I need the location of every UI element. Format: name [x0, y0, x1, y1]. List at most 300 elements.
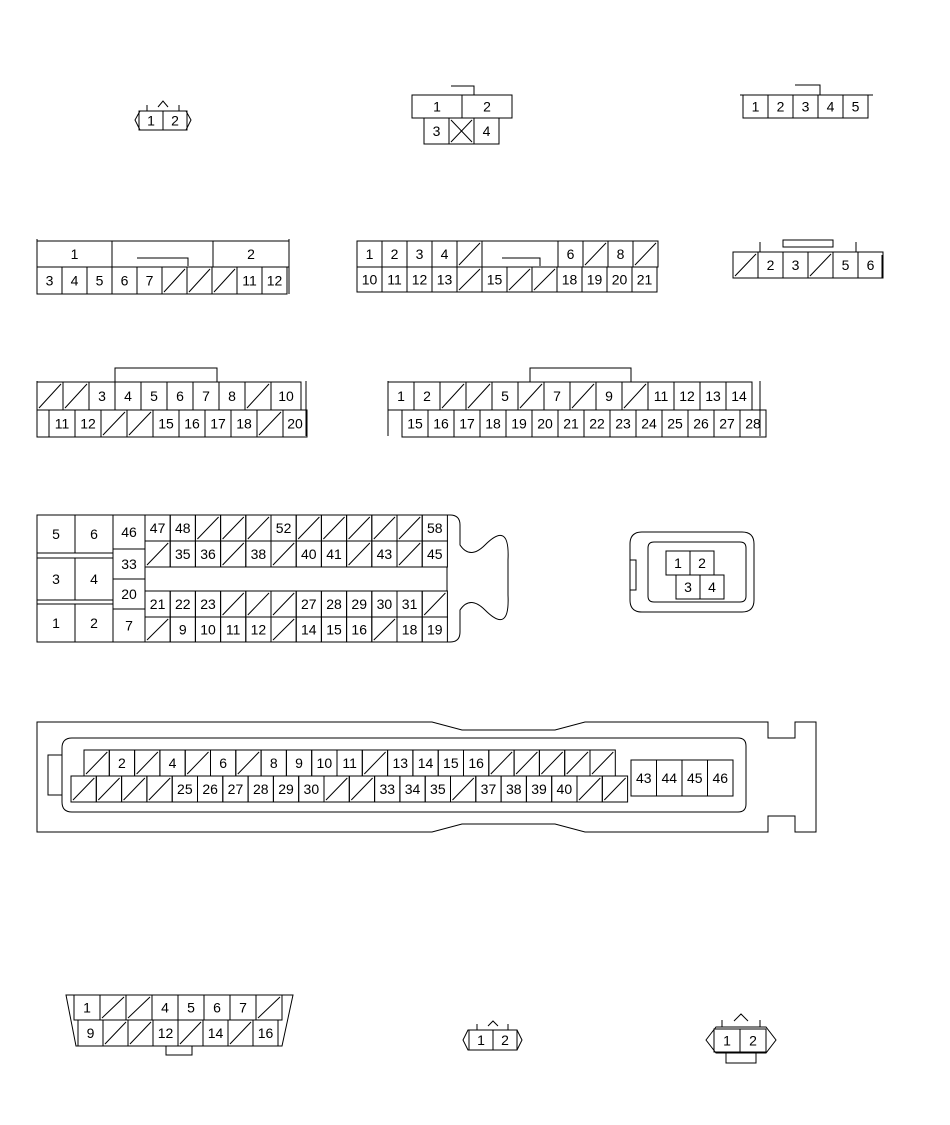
- pin-cell: [347, 591, 372, 617]
- pin-label: 46: [121, 524, 137, 540]
- pin-cell: [205, 410, 231, 437]
- pin-label: 5: [841, 257, 850, 273]
- pin-cell: [112, 241, 213, 267]
- pin-label: 10: [361, 271, 378, 288]
- pin-cell: [286, 750, 311, 776]
- pin-label: 36: [200, 546, 216, 562]
- pin-cell: [248, 776, 273, 802]
- pin-label: 3: [791, 257, 800, 273]
- pin-cell: [482, 241, 558, 267]
- pin-cell: [768, 95, 793, 118]
- pin-label: 10: [278, 388, 294, 404]
- pin-label: 2: [90, 615, 98, 631]
- pin-cell: [153, 410, 179, 437]
- pin-cell: [37, 382, 63, 410]
- pin-label: 16: [468, 755, 484, 771]
- pin-cell: [213, 241, 289, 267]
- pin-cell: [422, 591, 447, 617]
- pin-cell: [375, 776, 400, 802]
- pin-label: 12: [80, 415, 96, 432]
- pin-cell: [337, 750, 362, 776]
- pin-label: 10: [200, 621, 216, 638]
- pin-label: 1: [751, 98, 760, 115]
- pin-label: 8: [269, 755, 278, 771]
- pin-label: 7: [239, 999, 247, 1016]
- pin-label: 6: [866, 257, 875, 273]
- pin-cell: [262, 267, 287, 294]
- pin-cell: [122, 776, 147, 802]
- pin-label: 3: [52, 571, 60, 587]
- pin-label: 4: [826, 98, 835, 115]
- pin-label: 4: [708, 579, 716, 595]
- pin-cell: [172, 776, 197, 802]
- pin-label: 21: [149, 596, 166, 612]
- pin-label: 6: [566, 246, 575, 262]
- pin-cell: [195, 541, 220, 567]
- pin-cell: [153, 1020, 178, 1046]
- pin-cell: [179, 410, 205, 437]
- pin-label: 38: [250, 546, 267, 562]
- pin-label: 4: [90, 571, 98, 587]
- pin-label: 21: [563, 415, 579, 432]
- pin-label: 3: [98, 388, 106, 404]
- pin-cell: [37, 604, 75, 642]
- pin-cell: [372, 515, 397, 541]
- pin-label: 19: [511, 415, 527, 432]
- pin-label: 6: [213, 999, 221, 1016]
- pin-label: 5: [150, 388, 158, 404]
- pin-label: 34: [404, 781, 421, 797]
- pin-cell: [648, 382, 674, 410]
- pin-cell: [145, 591, 170, 617]
- pin-cell: [714, 410, 740, 437]
- pin-label: 38: [505, 781, 522, 797]
- pin-cell: [688, 410, 714, 437]
- pin-cell: [726, 382, 752, 410]
- pin-cell: [544, 382, 570, 410]
- pin-label: 25: [667, 415, 683, 432]
- pin-cell: [432, 241, 457, 267]
- pin-label: 11: [242, 272, 257, 289]
- pin-cell: [195, 617, 220, 642]
- pin-cell: [75, 410, 101, 437]
- pin-cell: [489, 750, 514, 776]
- pin-label: 39: [531, 781, 547, 797]
- pin-cell: [469, 1030, 493, 1050]
- pin-label: 5: [851, 98, 860, 115]
- pin-cell: [818, 95, 843, 118]
- pin-cell: [608, 241, 633, 267]
- pin-cell: [37, 558, 75, 600]
- pin-cell: [349, 776, 374, 802]
- pin-cell: [145, 515, 170, 541]
- pin-cell: [532, 410, 558, 437]
- pin-label: 20: [537, 415, 553, 432]
- pin-label: 35: [175, 546, 191, 562]
- pin-cell: [101, 410, 127, 437]
- pin-cell: [740, 1029, 766, 1052]
- pin-label: 1: [52, 615, 60, 631]
- pin-label: 6: [90, 526, 98, 542]
- pin-cell: [733, 252, 758, 278]
- pin-label: 19: [427, 621, 443, 638]
- pin-label: 11: [54, 415, 70, 432]
- pin-label: 7: [553, 388, 561, 404]
- pin-cell: [372, 617, 397, 642]
- pin-cell: [347, 541, 372, 567]
- pin-cell: [219, 382, 245, 410]
- pin-cell: [195, 515, 220, 541]
- pin-cell: [407, 267, 432, 292]
- pin-label: 14: [417, 755, 434, 771]
- pin-cell: [187, 267, 212, 294]
- pin-cell: [388, 750, 413, 776]
- pin-label: 27: [227, 781, 244, 797]
- pin-cell: [221, 541, 246, 567]
- pin-label: 9: [178, 621, 187, 638]
- pin-cell: [407, 241, 432, 267]
- pin-label: 12: [250, 621, 267, 638]
- pin-cell: [558, 241, 583, 267]
- pin-cell: [633, 241, 658, 267]
- pin-label: 19: [586, 271, 603, 288]
- pin-label: 33: [379, 781, 396, 797]
- pin-label: 15: [443, 755, 459, 771]
- pin-cell: [590, 750, 615, 776]
- pin-cell: [296, 515, 321, 541]
- pin-cell: [84, 750, 109, 776]
- pin-cell: [690, 551, 714, 575]
- pin-label: 15: [407, 415, 423, 432]
- pin-cell: [466, 382, 492, 410]
- pin-label: 28: [252, 781, 269, 797]
- pin-cell: [636, 410, 662, 437]
- pin-cell: [506, 410, 532, 437]
- pin-cell: [152, 995, 178, 1020]
- pin-label: 11: [225, 621, 241, 638]
- pin-cell: [37, 515, 75, 553]
- pin-label: 15: [158, 415, 174, 432]
- pin-cell: [221, 617, 246, 642]
- pin-label: 20: [287, 415, 303, 432]
- pin-cell: [462, 95, 512, 118]
- pin-cell: [682, 760, 708, 796]
- pin-cell: [758, 252, 783, 278]
- pin-label: 3: [45, 272, 54, 289]
- pin-cell: [211, 750, 236, 776]
- pin-cell: [167, 382, 193, 410]
- pin-label: 18: [236, 415, 252, 432]
- pin-cell: [160, 750, 185, 776]
- pin-cell: [296, 591, 321, 617]
- pin-label: 58: [427, 520, 443, 536]
- pin-label: 23: [615, 415, 631, 432]
- pin-cell: [708, 760, 734, 796]
- pin-cell: [231, 410, 257, 437]
- pin-label: 29: [278, 781, 294, 797]
- pin-cell: [203, 1020, 228, 1046]
- pin-label: 46: [712, 770, 729, 786]
- pin-label: 3: [432, 123, 441, 139]
- pin-label: 1: [723, 1032, 731, 1049]
- pin-cell: [432, 267, 457, 292]
- pin-cell: [113, 549, 145, 579]
- pin-cell: [246, 515, 271, 541]
- pin-label: 9: [605, 388, 613, 404]
- pin-label: 16: [351, 621, 367, 638]
- pin-cell: [321, 541, 346, 567]
- pin-label: 20: [611, 271, 628, 288]
- pin-cell: [402, 410, 428, 437]
- pin-cell: [676, 575, 700, 599]
- pin-cell: [632, 267, 657, 292]
- pin-cell: [492, 382, 518, 410]
- pin-cell: [141, 382, 167, 410]
- pin-cell: [622, 382, 648, 410]
- pin-gap: [145, 567, 447, 591]
- pin-cell: [221, 591, 246, 617]
- pin-cell: [170, 591, 195, 617]
- pin-cell: [257, 410, 283, 437]
- pin-label: 1: [70, 246, 79, 262]
- pin-label: 47: [149, 520, 166, 536]
- pin-label: 31: [401, 596, 418, 612]
- pin-cell: [833, 252, 858, 278]
- pin-cell: [662, 410, 688, 437]
- pin-label: 5: [95, 272, 104, 289]
- pin-label: 4: [168, 755, 177, 771]
- pin-cell: [440, 382, 466, 410]
- pin-label: 1: [147, 112, 155, 129]
- pin-label: 6: [219, 755, 228, 771]
- pin-cell: [321, 515, 346, 541]
- pin-cell: [372, 591, 397, 617]
- pin-cell: [464, 750, 489, 776]
- pin-label: 2: [483, 98, 491, 115]
- pin-label: 35: [430, 781, 446, 797]
- pin-cell: [480, 410, 506, 437]
- pin-label: 28: [326, 596, 342, 612]
- pin-cell: [147, 776, 172, 802]
- pin-cell: [451, 776, 476, 802]
- pin-label: 18: [401, 621, 418, 638]
- pin-cell: [126, 995, 152, 1020]
- pin-label: 6: [176, 388, 184, 404]
- pin-label: 6: [120, 272, 129, 289]
- pin-label: 12: [157, 1025, 174, 1041]
- pin-cell: [273, 776, 298, 802]
- pin-cell: [482, 267, 507, 292]
- pin-cell: [75, 604, 113, 642]
- pin-cell: [413, 750, 438, 776]
- pin-cell: [236, 750, 261, 776]
- pin-cell: [362, 750, 387, 776]
- pin-cell: [449, 118, 474, 144]
- pin-cell: [75, 558, 113, 600]
- pin-cell: [514, 750, 539, 776]
- pin-label: 4: [482, 123, 491, 139]
- pin-cell: [115, 382, 141, 410]
- pin-cell: [87, 267, 112, 294]
- pin-label: 3: [415, 246, 424, 262]
- pin-cell: [372, 541, 397, 567]
- pin-cell: [570, 382, 596, 410]
- pin-cell: [422, 617, 447, 642]
- pin-cell: [37, 241, 112, 267]
- pin-label: 14: [301, 621, 317, 638]
- pin-label: 11: [342, 755, 357, 771]
- pin-cell: [96, 776, 121, 802]
- pin-label: 1: [397, 388, 405, 404]
- pin-cell: [271, 541, 296, 567]
- pin-cell: [193, 382, 219, 410]
- pin-cell: [700, 382, 726, 410]
- pin-cell: [582, 267, 607, 292]
- pin-label: 7: [145, 272, 154, 289]
- pin-cell: [71, 776, 96, 802]
- pin-label: 2: [171, 112, 179, 129]
- pin-cell: [321, 617, 346, 642]
- pin-cell: [271, 617, 296, 642]
- pin-label: 48: [175, 520, 191, 536]
- pin-cell: [237, 267, 262, 294]
- pin-cell: [700, 575, 724, 599]
- pin-cell: [596, 382, 622, 410]
- pin-cell: [666, 551, 690, 575]
- pin-cell: [178, 995, 204, 1020]
- pin-label: 40: [301, 546, 317, 562]
- pin-cell: [170, 515, 195, 541]
- pin-label: 2: [776, 98, 785, 115]
- pin-cell: [397, 541, 422, 567]
- pin-cell: [558, 410, 584, 437]
- pin-cell: [113, 609, 145, 642]
- pin-cell: [858, 252, 883, 278]
- pin-cell: [113, 579, 145, 609]
- pin-cell: [457, 241, 482, 267]
- pin-cell: [793, 95, 818, 118]
- pin-cell: [228, 1020, 253, 1046]
- pin-label: 45: [686, 770, 703, 786]
- pin-label: 26: [202, 781, 218, 797]
- pin-cell: [37, 410, 49, 437]
- pin-label: 2: [247, 246, 255, 262]
- pin-label: 22: [175, 596, 191, 612]
- pin-label: 27: [301, 596, 317, 612]
- pin-cell: [539, 750, 564, 776]
- pin-cell: [400, 776, 425, 802]
- pin-cell: [63, 382, 89, 410]
- pin-cell: [357, 267, 382, 292]
- pin-label: 44: [661, 770, 678, 786]
- pin-cell: [388, 382, 414, 410]
- pin-label: 15: [486, 271, 503, 288]
- pin-cell: [565, 750, 590, 776]
- pin-cell: [743, 95, 768, 118]
- pin-label: 30: [376, 596, 393, 612]
- pin-label: 28: [745, 415, 761, 432]
- pin-cell: [674, 382, 700, 410]
- pin-label: 4: [161, 999, 169, 1016]
- pin-cell: [507, 267, 532, 292]
- pin-cell: [112, 267, 137, 294]
- pin-cell: [526, 776, 551, 802]
- pin-cell: [135, 750, 160, 776]
- pin-cell: [74, 995, 100, 1020]
- pin-cell: [137, 267, 162, 294]
- pin-cell: [246, 541, 271, 567]
- pin-label: 16: [184, 415, 200, 432]
- pin-label: 37: [480, 781, 497, 797]
- pin-cell: [740, 410, 766, 437]
- pin-label: 9: [86, 1025, 95, 1041]
- pin-cell: [422, 515, 447, 541]
- pin-cell: [62, 267, 87, 294]
- pin-label: 12: [266, 272, 283, 289]
- pin-cell: [412, 95, 462, 118]
- pin-label: 9: [295, 755, 303, 771]
- pin-cell: [631, 760, 657, 796]
- pin-label: 18: [485, 415, 501, 432]
- pin-cell: [382, 241, 407, 267]
- pin-cell: [321, 591, 346, 617]
- pin-cell: [438, 750, 463, 776]
- pin-cell: [501, 776, 526, 802]
- pin-cell: [357, 241, 382, 267]
- pin-cell: [296, 541, 321, 567]
- pin-cell: [577, 776, 602, 802]
- pin-label: 13: [705, 388, 721, 404]
- pin-cell: [245, 382, 271, 410]
- pin-label: 14: [207, 1025, 224, 1041]
- pin-cell: [714, 1029, 740, 1052]
- pin-cell: [100, 995, 126, 1020]
- pin-label: 26: [693, 415, 709, 432]
- pin-cell: [607, 267, 632, 292]
- pin-cell: [37, 267, 62, 294]
- pin-cell: [127, 410, 153, 437]
- pin-cell: [163, 111, 187, 130]
- pin-cell: [49, 410, 75, 437]
- pin-label: 5: [501, 388, 509, 404]
- pin-cell: [843, 95, 868, 118]
- pin-cell: [89, 382, 115, 410]
- pin-cell: [518, 382, 544, 410]
- pin-label: 8: [616, 246, 625, 262]
- pin-label: 45: [427, 546, 443, 562]
- pin-cell: [198, 776, 223, 802]
- pin-label: 22: [589, 415, 605, 432]
- pin-label: 43: [376, 546, 393, 562]
- pin-cell: [230, 995, 256, 1020]
- pin-cell: [271, 591, 296, 617]
- pin-cell: [783, 252, 808, 278]
- pin-cell: [256, 995, 282, 1020]
- pin-label: 2: [501, 1032, 509, 1048]
- pin-cell: [397, 515, 422, 541]
- pin-label: 4: [440, 246, 449, 262]
- pin-cell: [583, 241, 608, 267]
- pin-cell: [221, 515, 246, 541]
- pin-cell: [113, 515, 145, 549]
- pin-label: 1: [365, 246, 374, 262]
- pin-cell: [602, 776, 627, 802]
- pin-cell: [128, 1020, 153, 1046]
- pin-label: 2: [390, 246, 399, 262]
- pin-cell: [425, 776, 450, 802]
- pin-cell: [296, 617, 321, 642]
- pin-cell: [424, 118, 449, 144]
